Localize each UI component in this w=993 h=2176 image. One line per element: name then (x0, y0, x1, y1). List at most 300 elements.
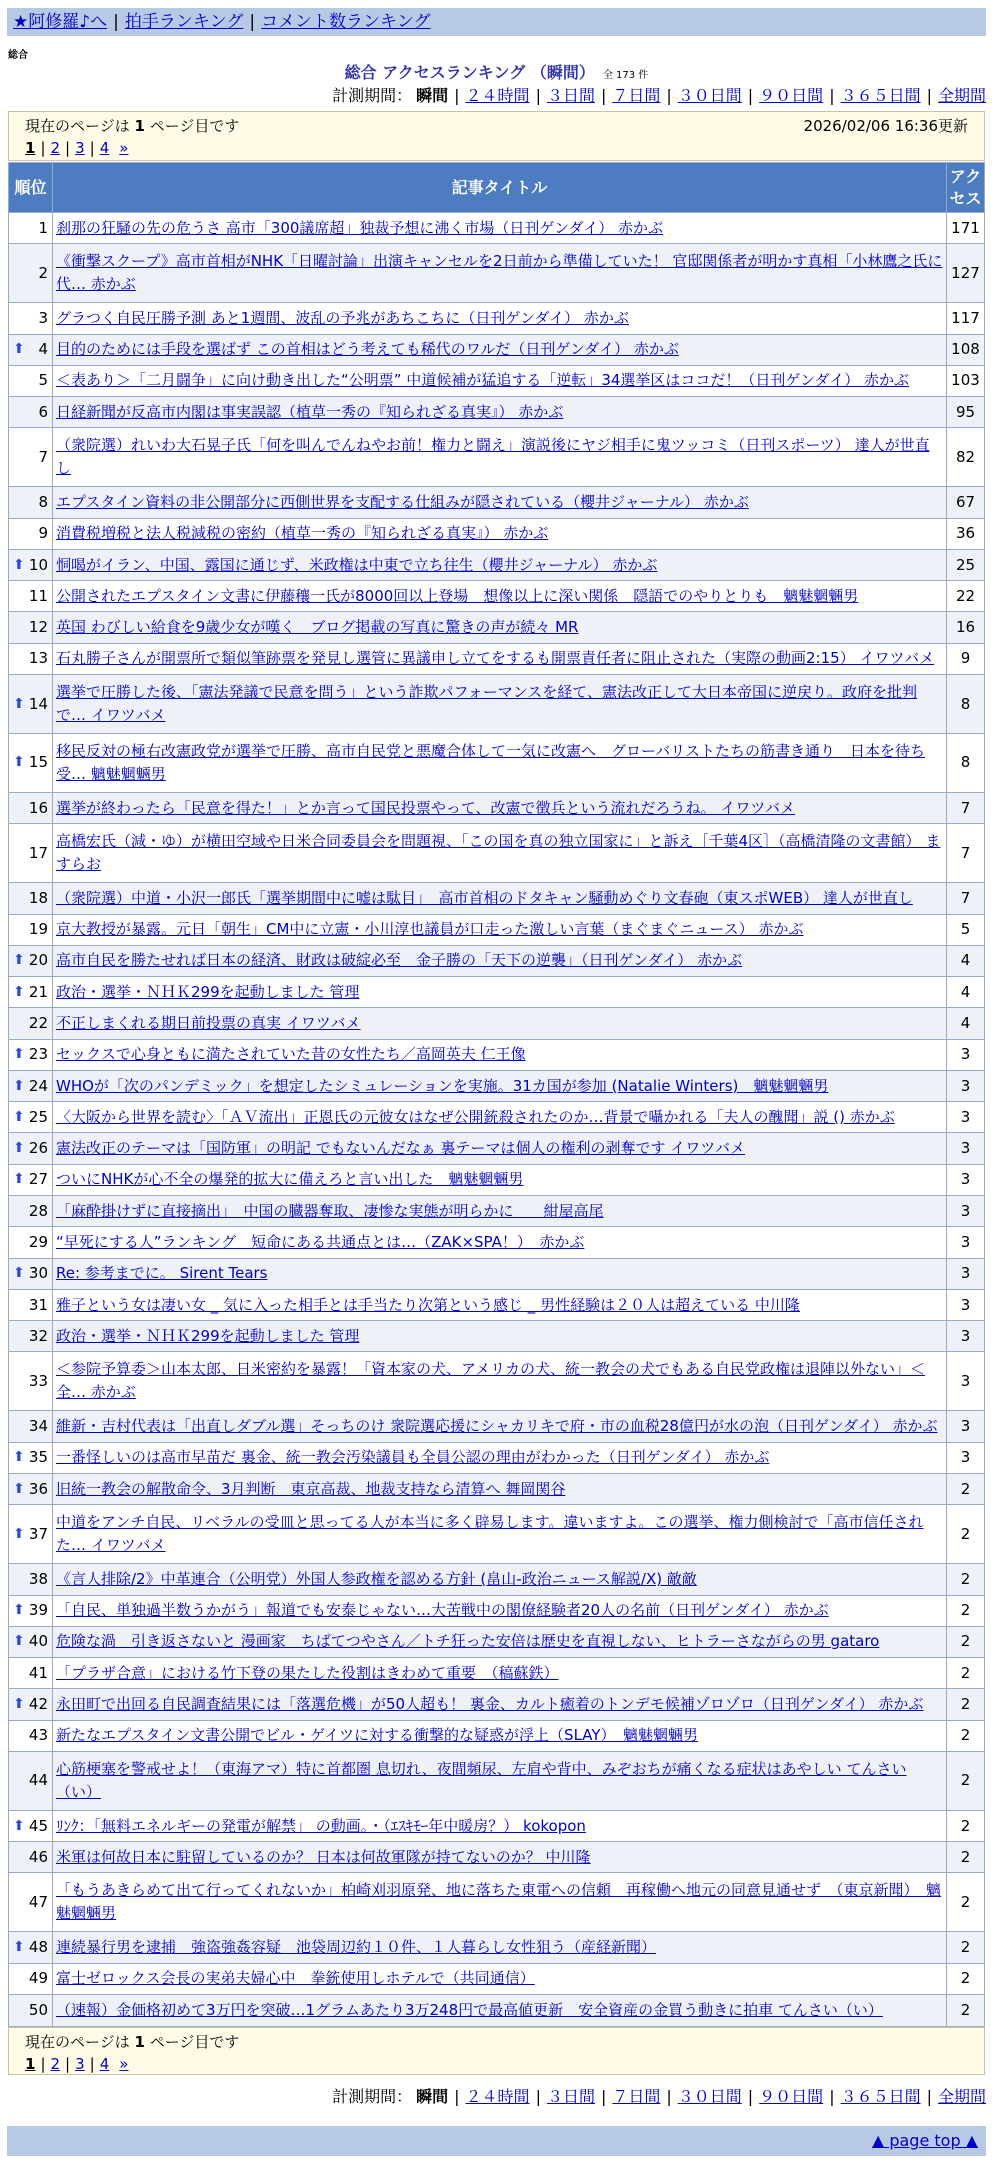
rank-number: 27 (28, 1170, 48, 1189)
page-link-4[interactable]: 4 (99, 2055, 110, 2073)
article-title-link[interactable]: 《言人排除/2》中革連合（公明党）外国人参政権を認める方針 (畠山-政治ニュース解説/X) 敵敵 (56, 1569, 697, 1588)
table-row (9, 824, 985, 883)
nav-separator: | (249, 12, 256, 32)
title-cell (53, 549, 947, 580)
article-title-link[interactable]: 高橋宏氏（減・ゆ）が横田空域や日米合同委員会を問題視、「この国を真の独立国家に」と訴え［千葉4区］（高橋清隆の文書館） ますらお (56, 832, 941, 874)
page-links: 1 | 2 | 3 | 4 » (25, 2055, 129, 2073)
ranking-table (8, 162, 985, 2027)
access-count: 5 (947, 914, 985, 945)
access-count: 2 (947, 1720, 985, 1751)
table-row (9, 1411, 985, 1442)
article-title-link[interactable]: 雅子という女は凄い女 _ 気に入った相手とは手当たり次第という感じ _ 男性経験は２０人は超えている 中川隆 (56, 1295, 800, 1314)
title-cell (53, 1720, 947, 1751)
table-row (9, 1626, 985, 1657)
access-count: 3 (947, 1133, 985, 1164)
bottom-bar (7, 2126, 986, 2156)
access-count: 7 (947, 883, 985, 914)
period-label: 計測期間： (332, 2087, 413, 2106)
rank-cell (9, 1039, 53, 1070)
page-title: 総合 アクセスランキング （瞬間） (344, 63, 595, 82)
title-cell (53, 612, 947, 643)
title-cell (53, 1039, 947, 1070)
article-title-link[interactable]: （衆院選）中道・小沢一郎氏「選挙期間中に嘘は駄目」 高市首相のドタキャン騒動めぐり文春砲（東スポWEB） 達人が世直し (56, 888, 913, 907)
access-count: 4 (947, 1008, 985, 1039)
article-title-link[interactable]: 危険な渦 引き返さないと 漫画家 ちばてつやさん／トチ狂った安倍は歴史を直視しない、ヒトラーさながらの男 gataro (56, 1632, 880, 1651)
table-row (9, 1070, 985, 1101)
rank-cell (9, 883, 53, 914)
rank-number: 45 (28, 1816, 48, 1835)
access-count: 2 (947, 1564, 985, 1595)
rank-cell (9, 675, 53, 734)
title-cell (53, 1689, 947, 1720)
access-count: 67 (947, 487, 985, 518)
rank-number: 47 (28, 1892, 48, 1911)
article-title-link[interactable]: 「麻酔掛けずに直接摘出」 中国の臓器奪取、凄惨な実態が明らかに 紺屋高尾 (56, 1201, 604, 1220)
page-title-row (0, 60, 993, 83)
rank-cell (9, 1842, 53, 1873)
access-count: 3 (947, 1289, 985, 1320)
article-title-link[interactable]: 《衝撃スクープ》高市首相がNHK「日曜討論」出演キャンセルを2日前から準備していた！ 官邸関係者が明かす真相「小林鷹之氏に代… 赤かぶ (56, 252, 943, 294)
rank-cell (9, 213, 53, 244)
table-row (9, 1196, 985, 1227)
rank-number: 25 (28, 1107, 48, 1126)
title-cell (53, 1810, 947, 1841)
rank-number: 8 (38, 492, 48, 511)
access-count: 3 (947, 1442, 985, 1473)
article-title-link[interactable]: WHOが「次のパンデミック」を想定したシミュレーションを実施。31カ国が参加 (Natalie Winters) 魑魅魍魎男 (56, 1076, 829, 1095)
title-cell (53, 428, 947, 487)
pager-info-bottom (8, 2027, 985, 2075)
title-cell (53, 303, 947, 334)
article-title-link[interactable]: 選挙で圧勝した後、「憲法発議で民意を問う」という詐欺パフォーマンスを経て、憲法改正して大日本帝国に逆戻り。政府を批判で… イワツバメ (56, 683, 918, 725)
table-row (9, 397, 985, 428)
rank-cell (9, 1133, 53, 1164)
top-nav-bar (7, 8, 986, 36)
article-title-link[interactable]: 英国 わびしい給食を9歳少女が嘆く ブログ掲載の写真に驚きの声が続々 MR (56, 618, 579, 637)
rank-up-arrow-icon: ⬆ (13, 556, 25, 573)
page-current: 1 (25, 2055, 36, 2073)
article-title-link[interactable]: 米軍は何故日本に駐留しているのか？ 日本は何故軍隊が持てないのか？ 中川隆 (56, 1847, 591, 1866)
table-row (9, 1289, 985, 1320)
table-row (9, 365, 985, 396)
rank-up-arrow-icon: ⬆ (13, 1633, 25, 1650)
access-count: 9 (947, 643, 985, 674)
title-cell (53, 365, 947, 396)
table-row (9, 1442, 985, 1473)
rank-number: 15 (28, 753, 48, 772)
title-cell (53, 643, 947, 674)
rank-number: 9 (38, 524, 48, 543)
title-cell (53, 1258, 947, 1289)
access-count: 36 (947, 518, 985, 549)
rank-cell (9, 1008, 53, 1039)
article-title-link[interactable]: 不正しまくれる期日前投票の真実 イワツバメ (56, 1013, 361, 1032)
table-row (9, 675, 985, 734)
table-row (9, 734, 985, 793)
article-title-link[interactable]: 政治・選挙・ＮＨＫ299を起動しました 管理 (56, 1326, 360, 1345)
article-title-link[interactable]: 「もうあきらめて出て行ってくれないか」柏崎刈羽原発、地に落ちた東電への信頼 再稼働へ地元の同意見通せず （東京新聞） 魑魅魍魎男 (56, 1881, 942, 1923)
title-header: 記事タイトル (53, 163, 947, 213)
title-cell (53, 977, 947, 1008)
period-label: 計測期間： (332, 86, 413, 105)
access-count: 3 (947, 1196, 985, 1227)
table-row (9, 1164, 985, 1195)
access-count: 3 (947, 1102, 985, 1133)
period-all-link[interactable]: 全期間 (937, 2087, 986, 2106)
article-title-link[interactable]: 目的のためには手段を選ばず この首相はどう考えても稀代のワルだ（日刊ゲンダイ） 赤かぶ (56, 340, 679, 359)
access-count: 2 (947, 1810, 985, 1841)
period-3d-link[interactable]: ３日間 (546, 86, 595, 105)
rank-cell (9, 1751, 53, 1810)
rank-number: 35 (28, 1448, 48, 1467)
rank-up-arrow-icon: ⬆ (13, 1449, 25, 1466)
rank-cell (9, 244, 53, 303)
title-cell (53, 1842, 947, 1873)
access-count: 2 (947, 1994, 985, 2026)
rank-cell (9, 1720, 53, 1751)
rank-up-arrow-icon: ⬆ (13, 1480, 25, 1497)
access-count: 3 (947, 1352, 985, 1411)
rank-number: 23 (28, 1045, 48, 1064)
access-count: 95 (947, 397, 985, 428)
article-title-link[interactable]: ついにNHKが心不全の爆発的拡大に備えろと言い出した 魑魅魍魎男 (56, 1170, 524, 1189)
rank-cell (9, 365, 53, 396)
table-row (9, 487, 985, 518)
rank-up-arrow-icon: ⬆ (13, 1171, 25, 1188)
table-row (9, 1810, 985, 1841)
rank-number: 18 (28, 888, 48, 907)
article-title-link[interactable]: （衆院選）れいわ大石晃子氏「何を叫んでんねやお前！権力と闘え」演説後にヤジ相手に鬼ツッコミ（日刊スポーツ） 達人が世直し (56, 436, 930, 478)
table-row (9, 1352, 985, 1411)
rank-cell (9, 1258, 53, 1289)
title-cell (53, 914, 947, 945)
article-title-link[interactable]: ﾘﾝｸ：「無料エネルギーの発電が解禁」 の動画。・（ｴｽｷﾓｰ年中暖房？） kokopon (56, 1816, 586, 1835)
title-cell (53, 1196, 947, 1227)
title-cell (53, 792, 947, 823)
access-count: 2 (947, 1626, 985, 1657)
period-7d-link[interactable]: ７日間 (612, 86, 661, 105)
article-title-link[interactable]: 「プラザ合意」における竹下登の果たした役割はきわめて重要 （稿蘇鉄） (56, 1663, 559, 1682)
access-count: 3 (947, 1039, 985, 1070)
rank-number: 48 (28, 1938, 48, 1957)
access-count: 2 (947, 1963, 985, 1994)
rank-cell (9, 1442, 53, 1473)
rank-cell (9, 1164, 53, 1195)
rank-cell (9, 428, 53, 487)
access-count: 16 (947, 612, 985, 643)
rank-number: 42 (28, 1694, 48, 1713)
period-24h-link[interactable]: ２４時間 (465, 86, 530, 105)
rank-number: 6 (38, 402, 48, 421)
rank-cell (9, 1227, 53, 1258)
article-title-link[interactable]: 富士ゼロックス会長の実弟夫婦心中 拳銃使用しホテルで（共同通信） (56, 1969, 535, 1988)
article-title-link[interactable]: 心筋梗塞を警戒せよ！（東海アマ）特に首都圏 息切れ、夜間頻尿、左肩や背中、みぞおちが痛くなる症状はあやしい てんさい（い） (56, 1759, 907, 1801)
page-current: 1 (25, 139, 36, 157)
title-cell (53, 883, 947, 914)
rank-number: 28 (28, 1201, 48, 1220)
table-row (9, 213, 985, 244)
rank-number: 31 (28, 1295, 48, 1314)
period-365d-link[interactable]: ３６５日間 (840, 2087, 921, 2106)
title-cell (53, 213, 947, 244)
rank-cell (9, 1994, 53, 2026)
comment-ranking-link[interactable]: コメント数ランキング (261, 12, 431, 32)
rank-up-arrow-icon: ⬆ (13, 1077, 25, 1094)
table-row (9, 1963, 985, 1994)
title-cell (53, 1994, 947, 2026)
rank-number: 22 (28, 1013, 48, 1032)
page-link-4[interactable]: 4 (99, 139, 110, 157)
period-selector-top: 計測期間： 瞬間 | ２４時間 | ３日間 | ７日間 | ３０日間 | ９０日間 | ３６５日間 | 全期間 (332, 86, 986, 105)
access-count: 3 (947, 1227, 985, 1258)
article-title-link[interactable]: 〈大阪から世界を読む〉「ＡＶ流出」正恩氏の元彼女はなぜ公開銃殺されたのか…背景で囁かれる「夫人の醜聞」説 () 赤かぶ (56, 1107, 895, 1126)
rank-number: 32 (28, 1326, 48, 1345)
table-row (9, 1689, 985, 1720)
rank-up-arrow-icon: ⬆ (13, 983, 25, 1000)
title-cell (53, 487, 947, 518)
title-cell (53, 1289, 947, 1320)
table-row (9, 1564, 985, 1595)
rank-cell (9, 1505, 53, 1564)
access-count: 127 (947, 244, 985, 303)
table-row (9, 883, 985, 914)
page-link-3[interactable]: 3 (75, 2055, 85, 2073)
access-count: 2 (947, 1842, 985, 1873)
period-30d-link[interactable]: ３０日間 (677, 2087, 742, 2106)
rank-number: 39 (28, 1601, 48, 1620)
title-cell (53, 1102, 947, 1133)
period-90d-link[interactable]: ９０日間 (759, 86, 824, 105)
table-row (9, 1994, 985, 2026)
access-count: 2 (947, 1873, 985, 1932)
page-status: 現在のページは 1 ページ目です (25, 2033, 240, 2051)
access-count: 2 (947, 1505, 985, 1564)
rank-cell (9, 1626, 53, 1657)
article-title-link[interactable]: 高市自民を勝たせれば日本の経済、財政は破綻必至 金子勝の「天下の逆襲」（日刊ゲンダイ） 赤かぶ (56, 951, 743, 970)
access-count: 3 (947, 1070, 985, 1101)
period-7d-link[interactable]: ７日間 (612, 2087, 661, 2106)
home-link[interactable]: ★阿修羅♪へ (13, 12, 108, 32)
rank-cell (9, 824, 53, 883)
article-title-link[interactable]: 一番怪しいのは高市早苗だ 裏金、統一教会汚染議員も全員公認の理由がわかった（日刊ゲンダイ） 赤かぶ (56, 1448, 770, 1467)
article-title-link[interactable]: 維新・吉村代表は「出直しダブル選」そっちのけ 衆院選応援にシャカリキで府・市の血税28億円が水の泡（日刊ゲンダイ） 赤かぶ (56, 1417, 938, 1436)
page-status: 現在のページは 1 ページ目です (25, 117, 240, 135)
rank-cell (9, 977, 53, 1008)
article-title-link[interactable]: Re: 参考までに。 Sirent Tears (56, 1264, 268, 1283)
article-title-link[interactable]: 移民反対の極右改憲政党が選挙で圧勝、高市自民党と悪魔合体して一気に改憲へ グローバリストたちの筋書き通り 日本を待ち受… 魑魅魍魎男 (56, 741, 925, 783)
next-page-link[interactable]: » (119, 2055, 129, 2073)
title-cell (53, 675, 947, 734)
article-title-link[interactable]: 公開されたエプスタイン文書に伊藤穰一氏が8000回以上登場 想像以上に深い関係 隠語でのやりとりも 魑魅魍魎男 (56, 586, 859, 605)
access-count: 2 (947, 1751, 985, 1810)
page-link-3[interactable]: 3 (75, 139, 85, 157)
article-title-link[interactable]: 恫喝がイラン、中国、露国に通じず、米政権は中東で立ち往生（櫻井ジャーナル） 赤かぶ (56, 555, 658, 574)
title-cell (53, 734, 947, 793)
access-header: アクセス (947, 163, 985, 213)
rank-number: 40 (28, 1632, 48, 1651)
article-title-link[interactable]: 京大教授が暴露。元日「朝生」CM中に立憲・小川淳也議員が口走った激しい言葉（まぐまぐニュース） 赤かぶ (56, 920, 804, 939)
rank-up-arrow-icon: ⬆ (13, 1140, 25, 1157)
period-24h-link[interactable]: ２４時間 (465, 2087, 530, 2106)
rank-number: 2 (38, 263, 48, 282)
rank-cell (9, 334, 53, 365)
access-count: 3 (947, 1258, 985, 1289)
access-count: 117 (947, 303, 985, 334)
article-title-link[interactable]: 新たなエプスタイン文書公開でビル・ゲイツに対する衝撃的な疑惑が浮上（SLAY） 魑魅魍魎男 (56, 1726, 699, 1745)
table-row (9, 1258, 985, 1289)
title-cell (53, 1321, 947, 1352)
access-count: 2 (947, 1658, 985, 1689)
updated-timestamp: 2026/02/06 16:36更新 (803, 117, 968, 135)
rank-cell (9, 1810, 53, 1841)
period-90d-link[interactable]: ９０日間 (759, 2087, 824, 2106)
title-cell (53, 334, 947, 365)
period-selector-bottom: 計測期間： 瞬間 | ２４時間 | ３日間 | ７日間 | ３０日間 | ９０日間 | ３６５日間 | 全期間 (332, 2087, 986, 2106)
access-count: 7 (947, 824, 985, 883)
article-title-link[interactable]: 石丸勝子さんが開票所で類似筆跡票を発見し選管に異議申し立てをするも開票責任者に阻止された（実際の動画2:15） イワツバメ (56, 649, 935, 668)
title-cell (53, 1442, 947, 1473)
rank-up-arrow-icon: ⬆ (13, 1265, 25, 1282)
pager-info-top (8, 111, 985, 161)
article-title-link[interactable]: 中道をアンチ自民、リベラルの受皿と思ってる人が本当に多く辟易します。違いますよ。この選挙、権力側検討で「高市信任された… イワツバメ (56, 1513, 924, 1555)
table-row (9, 334, 985, 365)
article-title-link[interactable]: 刹那の狂騒の先の危うさ 高市「300議席超」独裁予想に沸く市場（日刊ゲンダイ） 赤かぶ (56, 218, 663, 237)
title-cell (53, 1070, 947, 1101)
title-cell (53, 824, 947, 883)
rank-number: 46 (28, 1847, 48, 1866)
next-page-link[interactable]: » (119, 139, 129, 157)
rank-number: 13 (28, 649, 48, 668)
article-title-link[interactable]: 日経新聞が反高市内閣は事実誤認（植草一秀の『知られざる真実』） 赤かぶ (56, 402, 564, 421)
article-title-link[interactable]: エプスタイン資料の非公開部分に西側世界を支配する仕組みが隠されている（櫻井ジャーナル） 赤かぶ (56, 492, 749, 511)
rank-cell (9, 1932, 53, 1963)
table-row (9, 1008, 985, 1039)
article-title-link[interactable]: ＜参院予算委＞山本太郎、日米密約を暴露！「資本家の犬、アメリカの犬、統一教会の犬でもある自民党政権は退陣以外ない」＜全… 赤かぶ (56, 1360, 925, 1402)
article-title-link[interactable]: ＜表あり＞「二月闘争」に向け動き出した“公明票” 中道候補が猛追する「逆転」34選挙区はココだ！（日刊ゲンダイ） 赤かぶ (56, 371, 909, 390)
rank-number: 1 (38, 218, 48, 237)
rank-cell (9, 1873, 53, 1932)
rank-number: 29 (28, 1232, 48, 1251)
rank-cell (9, 914, 53, 945)
title-cell (53, 1505, 947, 1564)
article-title-link[interactable]: 永田町で出回る自民調査結果には「落選危機」が50人超も！ 裏金、カルト癒着のトンデモ候補ゾロゾロ（日刊ゲンダイ） 赤かぶ (56, 1694, 924, 1713)
rank-number: 19 (28, 920, 48, 939)
article-title-link[interactable]: 選挙が終わったら「民意を得た！」とか言って国民投票やって、改憲で徴兵という流れだろうね。 イワツバメ (56, 798, 796, 817)
period-current: 瞬間 (416, 2087, 449, 2106)
article-title-link[interactable]: 「自民、単独過半数うかがう」報道でも安泰じゃない…大苦戦中の閣僚経験者20人の名前（日刊ゲンダイ） 赤かぶ (56, 1601, 829, 1620)
article-title-link[interactable]: 連続暴行男を逮捕 強盗強姦容疑 池袋周辺約１０件、１人暮らし女性狙う（産経新聞） (56, 1938, 657, 1957)
category-label: 総合 (8, 50, 28, 61)
rank-cell (9, 549, 53, 580)
table-row (9, 1227, 985, 1258)
rank-up-arrow-icon: ⬆ (13, 952, 25, 969)
rank-cell (9, 1564, 53, 1595)
rank-cell (9, 792, 53, 823)
total-count: 全 173 件 (602, 70, 649, 81)
rank-number: 44 (28, 1771, 48, 1790)
rank-number: 5 (38, 371, 48, 390)
access-count: 171 (947, 213, 985, 244)
page-link-2[interactable]: 2 (50, 2055, 61, 2073)
table-row (9, 792, 985, 823)
table-row (9, 977, 985, 1008)
page-link-2[interactable]: 2 (50, 139, 61, 157)
article-title-link[interactable]: 旧統一教会の解散命令、3月判断 東京高裁、地裁支持なら清算へ 舞岡関谷 (56, 1479, 566, 1498)
table-row (9, 549, 985, 580)
rank-cell (9, 1595, 53, 1626)
rank-cell (9, 1963, 53, 1994)
rank-header: 順位 (9, 163, 53, 213)
access-count: 108 (947, 334, 985, 365)
article-title-link[interactable]: “早死にする人”ランキング 短命にある共通点とは…（ZAK×SPA！） 赤かぶ (56, 1232, 585, 1251)
page-top-link[interactable]: ▲ page top ▲ (871, 2131, 978, 2150)
title-cell (53, 1932, 947, 1963)
article-title-link[interactable]: 憲法改正のテーマは「国防軍」の明記 でもないんだなぁ 裏テーマは個人の権利の剥奪です イワツバメ (56, 1139, 746, 1158)
title-cell (53, 1411, 947, 1442)
rank-up-arrow-icon: ⬆ (13, 1602, 25, 1619)
rank-cell (9, 1352, 53, 1411)
title-cell (53, 1751, 947, 1810)
period-all-link[interactable]: 全期間 (937, 86, 986, 105)
access-count: 4 (947, 977, 985, 1008)
applause-ranking-link[interactable]: 拍手ランキング (124, 12, 244, 32)
table-row (9, 1932, 985, 1963)
rank-cell (9, 734, 53, 793)
article-title-link[interactable]: 消費税増税と法人税減税の密約（植草一秀の『知られざる真実』） 赤かぶ (56, 524, 549, 543)
rank-number: 26 (28, 1139, 48, 1158)
access-count: 25 (947, 549, 985, 580)
rank-number: 21 (28, 982, 48, 1001)
access-count: 4 (947, 945, 985, 976)
rank-cell (9, 581, 53, 612)
rank-number: 49 (28, 1969, 48, 1988)
rank-number: 36 (28, 1479, 48, 1498)
table-row (9, 1595, 985, 1626)
table-row (9, 1321, 985, 1352)
table-row (9, 518, 985, 549)
rank-number: 34 (28, 1417, 48, 1436)
period-3d-link[interactable]: ３日間 (546, 2087, 595, 2106)
access-count: 8 (947, 734, 985, 793)
title-cell (53, 1658, 947, 1689)
article-title-link[interactable]: （速報）金価格初めて3万円を突破…1グラムあたり3万248円で最高値更新 安全資産の金買う動きに拍車 てんさい（い） (56, 2000, 883, 2019)
article-title-link[interactable]: 政治・選挙・ＮＨＫ299を起動しました 管理 (56, 982, 360, 1001)
table-row (9, 1133, 985, 1164)
table-row (9, 1720, 985, 1751)
article-title-link[interactable]: グラつく自民圧勝予測 あと1週間、波乱の予兆があちこちに（日刊ゲンダイ） 赤かぶ (56, 308, 629, 327)
rank-number: 37 (28, 1524, 48, 1543)
access-count: 2 (947, 1595, 985, 1626)
period-30d-link[interactable]: ３０日間 (677, 86, 742, 105)
page-links: 1 | 2 | 3 | 4 » (25, 139, 129, 157)
rank-up-arrow-icon: ⬆ (13, 1046, 25, 1063)
access-count: 2 (947, 1473, 985, 1504)
table-row (9, 612, 985, 643)
period-365d-link[interactable]: ３６５日間 (840, 86, 921, 105)
rank-cell (9, 1070, 53, 1101)
rank-up-arrow-icon: ⬆ (13, 341, 25, 358)
title-cell (53, 1873, 947, 1932)
rank-number: 38 (28, 1569, 48, 1588)
access-count: 3 (947, 1411, 985, 1442)
article-title-link[interactable]: セックスで心身ともに満たされていた昔の女性たち／高岡英夫 仁王像 (56, 1045, 526, 1064)
table-row (9, 581, 985, 612)
title-cell (53, 581, 947, 612)
rank-cell (9, 945, 53, 976)
title-cell (53, 1008, 947, 1039)
access-count: 22 (947, 581, 985, 612)
access-count: 8 (947, 675, 985, 734)
